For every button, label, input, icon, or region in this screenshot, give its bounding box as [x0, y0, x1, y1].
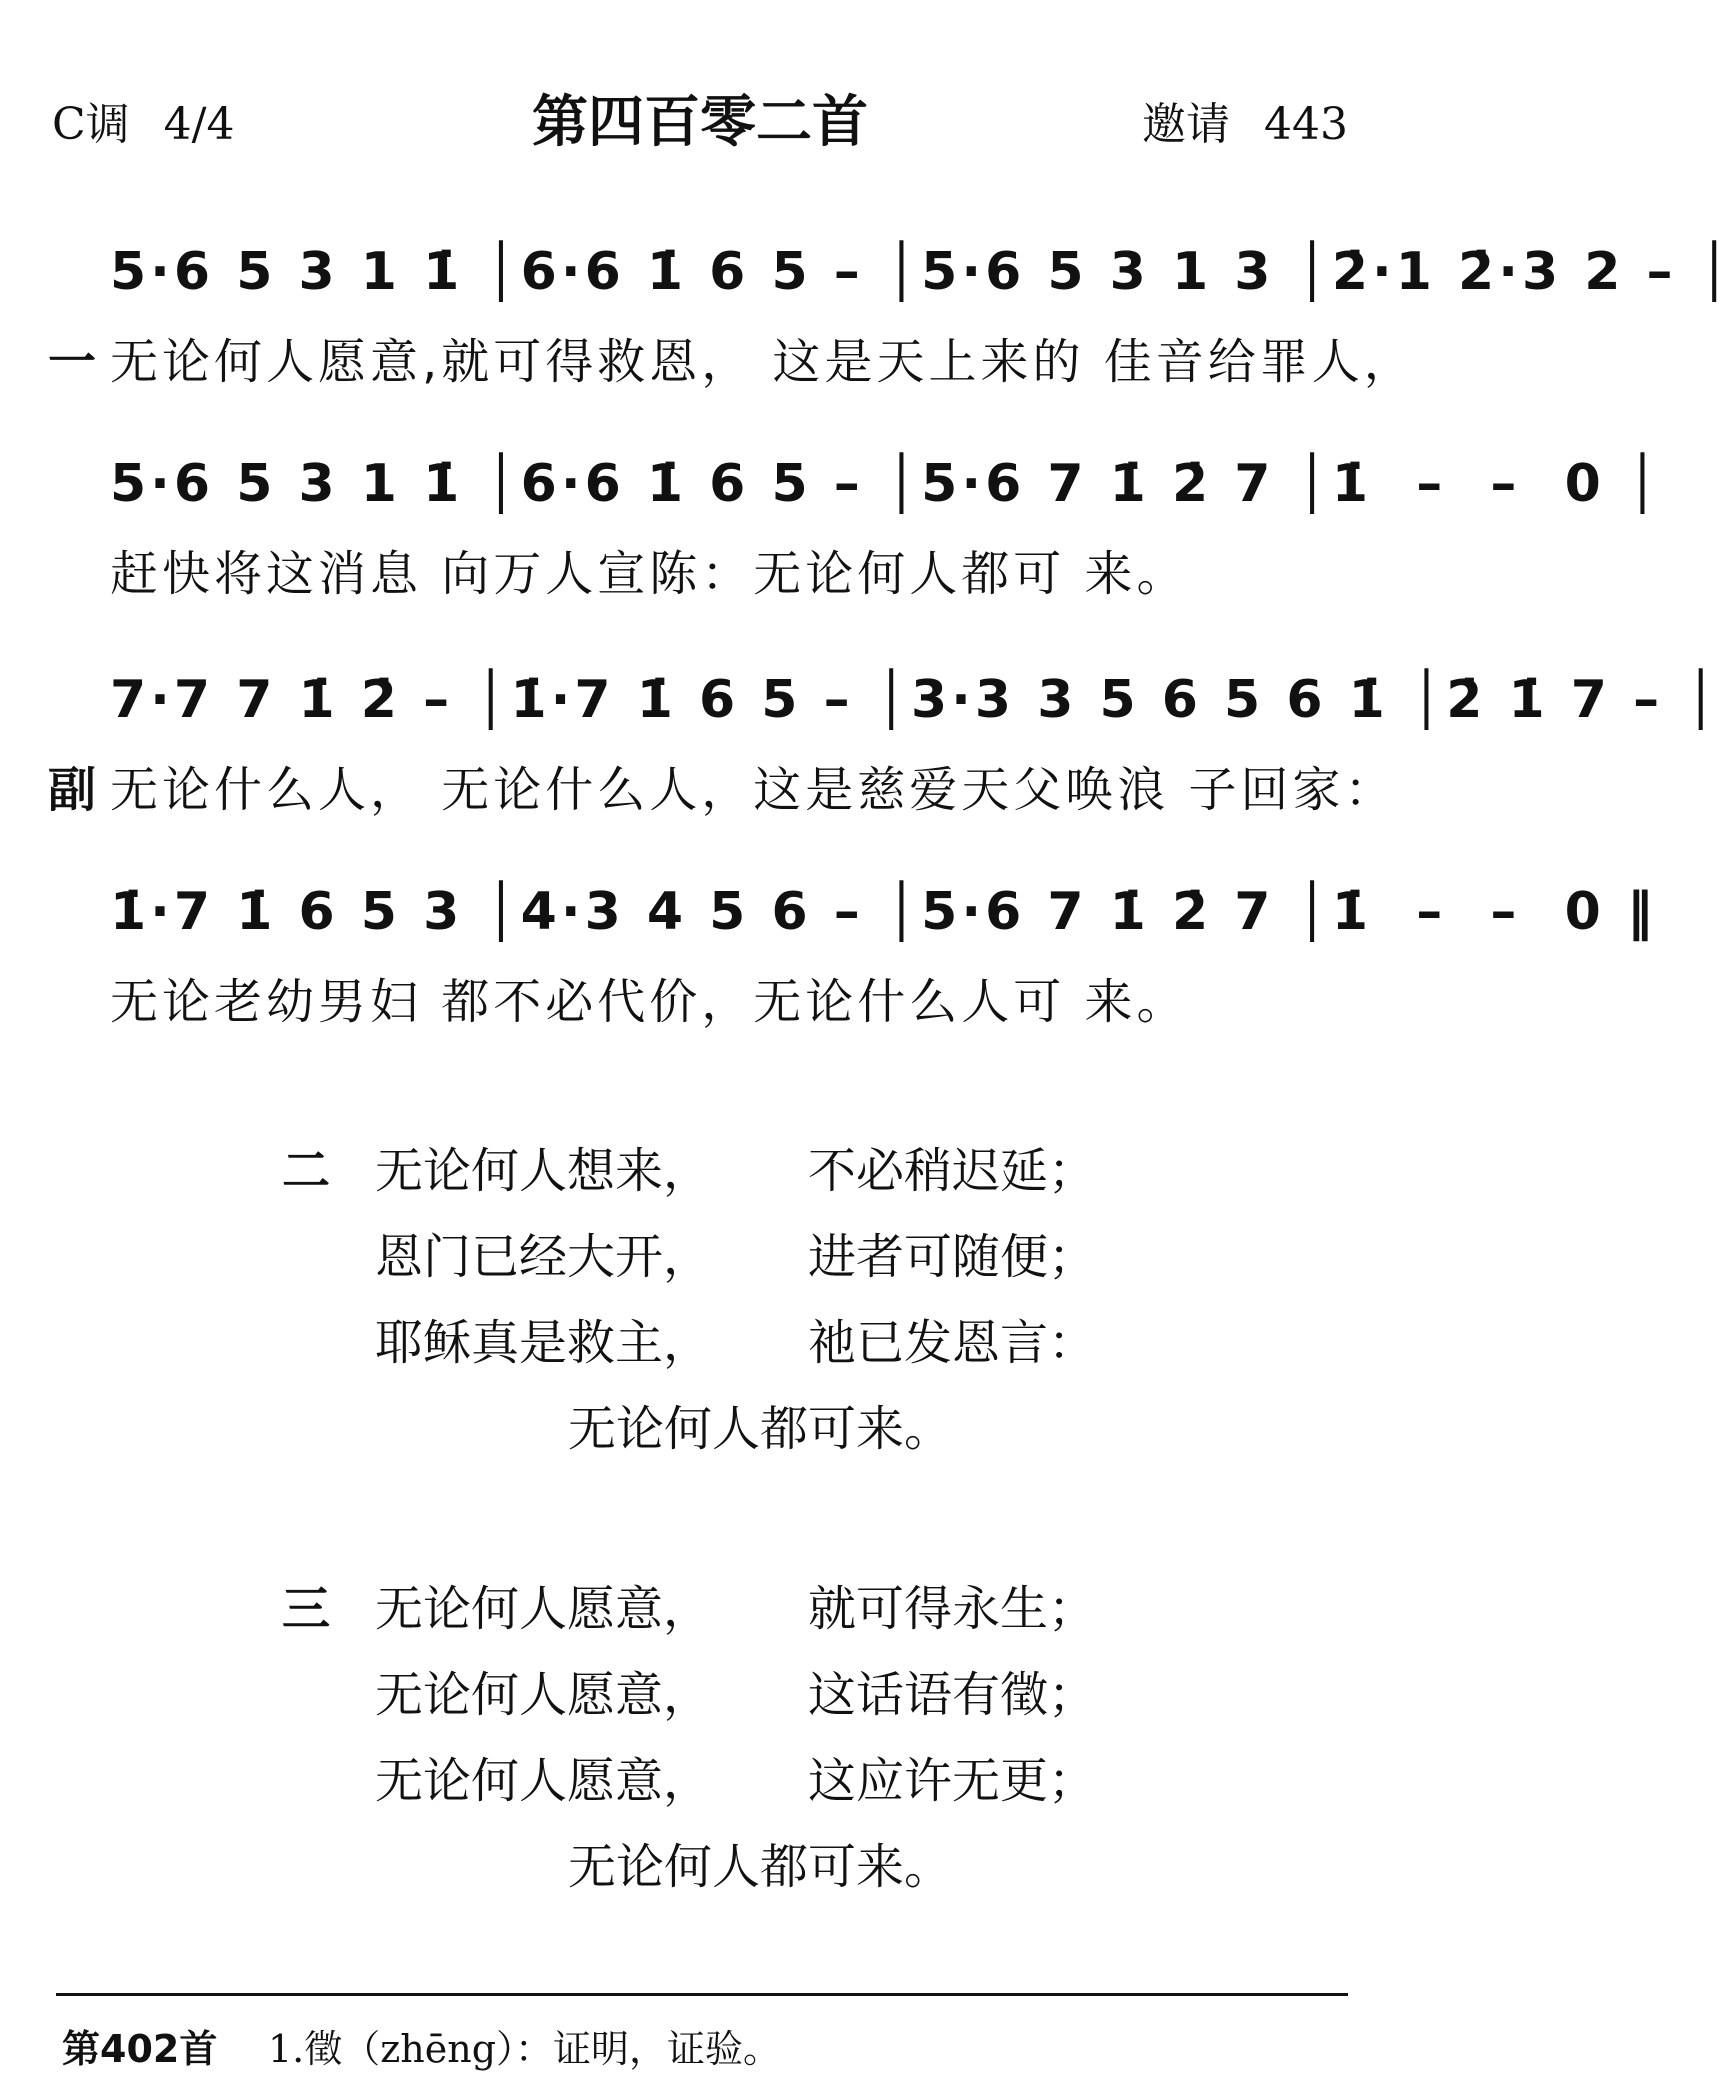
footnote-hymn-number: 第402首: [62, 2027, 218, 2071]
footnote-text: 1.徵（zhēng）：证明，证验。: [268, 2027, 782, 2071]
time-signature: 4/4: [163, 99, 235, 150]
verse-number: 二: [282, 1143, 331, 1199]
verse-line-continuation: 这话语有徵；: [808, 1667, 1097, 1723]
verse-line-continuation: 就可得永生；: [808, 1581, 1097, 1637]
verse-line: 无论何人愿意，: [375, 1667, 712, 1723]
verse-line-continuation: 祂已发恩言：: [808, 1315, 1097, 1371]
category-label: 邀请: [1142, 99, 1231, 150]
lyric-line: 无论何人愿意,就可得救恩， 这是天上来的 佳音给罪人，: [110, 334, 1416, 390]
lyric-line: 赶快将这消息 向万人宣陈：无论何人都可 来。: [110, 546, 1189, 602]
lyric-line: 无论什么人， 无论什么人，这是慈爱天父唤浪 子回家：: [110, 762, 1397, 818]
verse-refrain: 无论何人都可来。: [568, 1401, 953, 1457]
verse-line: 无论何人愿意，: [375, 1753, 712, 1809]
key-label: C调: [52, 99, 130, 150]
verse-line-continuation: 这应许无更；: [808, 1753, 1097, 1809]
verse-marker: 一: [48, 334, 97, 390]
notes-line: 7·7 7 1̇ 2̇ – │1̇·7 1̇ 6 5 – │3·3 3 5 6 5 6 1̇ │2̇ 1̇ 7 – │: [110, 670, 1721, 730]
notes-line: 5·6 5 3 1 1̇ │6·6 1̇ 6 5 – │5·6 5 3 1 3 │2̇·1 2̇·3 2 – │: [110, 242, 1734, 302]
verse-refrain: 无论何人都可来。: [568, 1839, 953, 1895]
verse-line: 耶稣真是救主，: [375, 1315, 712, 1371]
page-title: 第四百零二首: [532, 90, 868, 155]
chorus-marker: 副: [48, 762, 97, 818]
verse-line: 无论何人愿意，: [375, 1581, 712, 1637]
category-and-page: [1142, 88, 1348, 152]
lyric-line: 无论老幼男妇 都不必代价，无论什么人可 来。: [110, 974, 1189, 1030]
verse-line-continuation: 不必稍迟延；: [808, 1143, 1097, 1199]
notes-line: 1̇·7 1̇ 6 5 3 │4·3 4 5 6 – │5·6 7 1̇ 2̇ 7 │1̇ – – 0 ‖: [110, 882, 1657, 942]
footnote-divider: [56, 1993, 1348, 1996]
verse-line: 恩门已经大开，: [375, 1229, 712, 1285]
page-number: 443: [1264, 99, 1348, 150]
verse-number: 三: [282, 1581, 331, 1637]
verse-line: 无论何人想来，: [375, 1143, 712, 1199]
notes-line: 5·6 5 3 1 1̇ │6·6 1̇ 6 5 – │5·6 7 1̇ 2̇ 7 │1̇ – – 0 │: [110, 454, 1663, 514]
verse-line-continuation: 进者可随便；: [808, 1229, 1097, 1285]
